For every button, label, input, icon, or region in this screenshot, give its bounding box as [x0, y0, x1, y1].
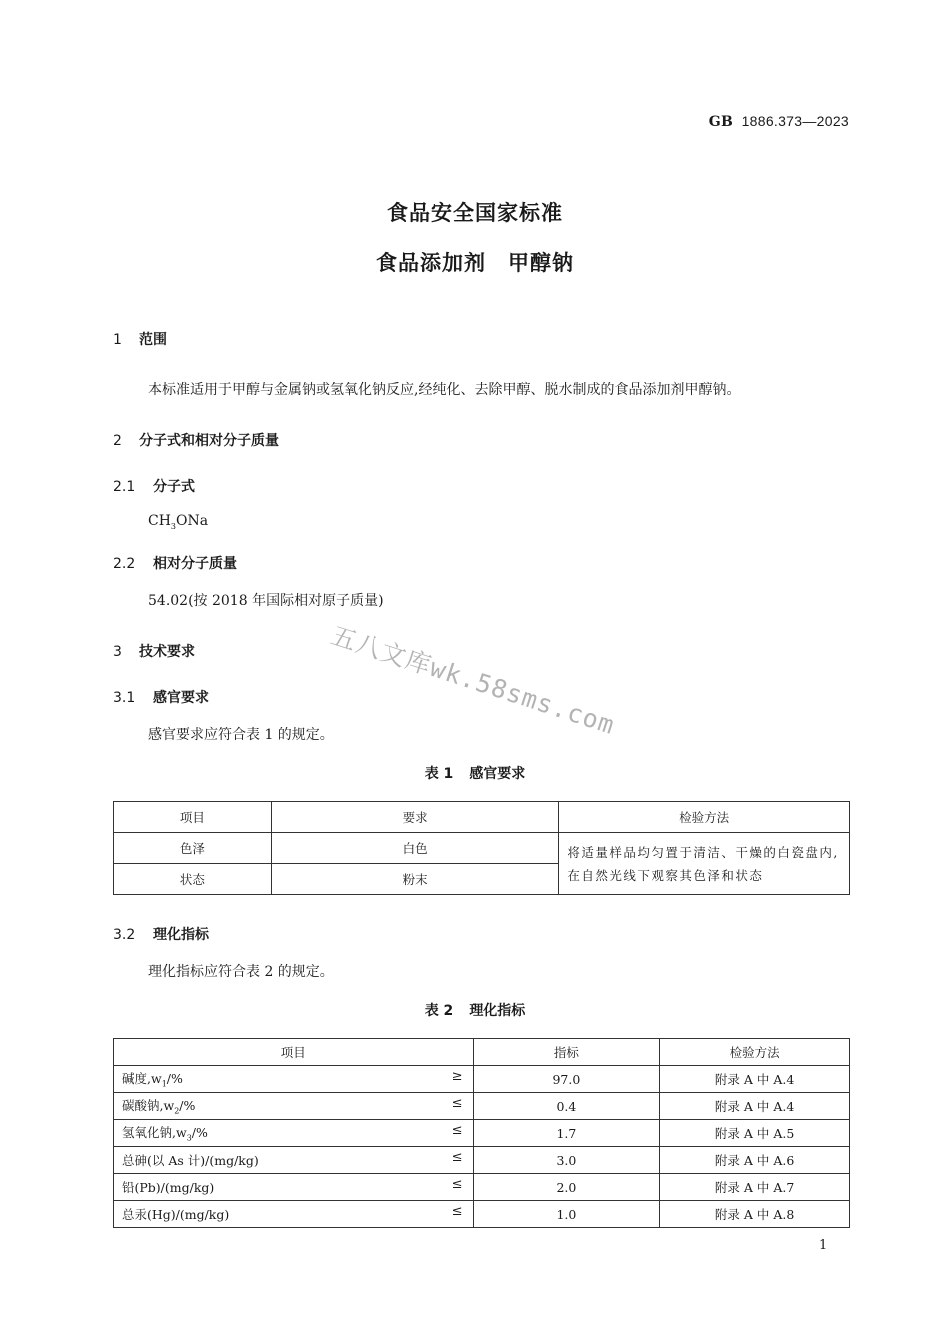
item-unit: /% [166, 1071, 183, 1087]
caption-number: 表 2 [424, 1003, 454, 1019]
section-1-text: 本标准适用于甲醇与金属钠或氢氧化钠反应,经纯化、去除甲醇、脱水制成的食品添加剂甲醇钠。 [148, 382, 741, 398]
table-row [114, 1147, 850, 1174]
section-title: 相对分子质量 [153, 556, 237, 572]
standard-prefix: GB [708, 114, 734, 130]
table-row [114, 833, 850, 864]
section-title: 分子式和相对分子质量 [139, 433, 279, 449]
sensory-requirements-table [113, 801, 850, 895]
document-subtitle: 食品添加剂 甲醇钠 [376, 251, 574, 275]
header-indicator: 指标 [473, 1039, 660, 1066]
item-unit: /% [179, 1098, 196, 1114]
row-item [114, 1066, 474, 1093]
section-title: 技术要求 [139, 644, 195, 660]
section-title: 理化指标 [153, 927, 209, 943]
section-title: 分子式 [153, 479, 195, 495]
item-text: 碱度,w [122, 1071, 162, 1087]
table-row [114, 1066, 850, 1093]
standard-number: 1886.373—2023 [741, 113, 849, 129]
table-header-row [114, 1039, 850, 1066]
section-number: 2.2 [113, 556, 136, 572]
section-title: 范围 [139, 332, 167, 348]
section-number: 2 [113, 433, 122, 449]
section-3-2-text: 理化指标应符合表 2 的规定。 [148, 964, 334, 980]
molecular-formula [148, 513, 208, 531]
row-value: 0.4 [473, 1093, 660, 1120]
section-2-heading [113, 430, 279, 450]
row-method: 附录 A 中 A.5 [660, 1120, 850, 1147]
section-number: 3.2 [113, 927, 136, 943]
row-item [114, 1147, 474, 1174]
row-value: 1.0 [473, 1201, 660, 1228]
section-number: 3 [113, 644, 122, 660]
comparison-symbol: ≤ [451, 1096, 463, 1111]
table-row [114, 1120, 850, 1147]
item-subscript: 2 [174, 1106, 180, 1116]
item-subscript: 1 [161, 1079, 167, 1089]
item-unit: /% [191, 1125, 208, 1141]
watermark: 五八文库wk.58sms.com [327, 620, 619, 740]
item-text: 总汞(Hg)/(mg/kg) [122, 1207, 230, 1222]
row-method: 附录 A 中 A.7 [660, 1174, 850, 1201]
row-item [114, 1174, 474, 1201]
comparison-symbol: ≤ [451, 1177, 463, 1192]
comparison-symbol: ≥ [451, 1069, 463, 1084]
row-requirement: 粉末 [271, 864, 559, 895]
section-2-1-heading [113, 476, 195, 496]
section-number: 3.1 [113, 690, 136, 706]
header-method: 检验方法 [660, 1039, 850, 1066]
row-method: 附录 A 中 A.4 [660, 1093, 850, 1120]
section-3-1-heading [113, 687, 209, 707]
item-text: 氢氧化钠,w [122, 1125, 187, 1141]
item-text: 碳酸钠,w [122, 1098, 175, 1114]
row-item [114, 1093, 474, 1120]
section-2-2-heading [113, 553, 237, 573]
formula-part: CH [148, 513, 171, 529]
row-item [114, 1201, 474, 1228]
row-value: 97.0 [473, 1066, 660, 1093]
caption-title: 理化指标 [469, 1003, 526, 1019]
row-value: 3.0 [473, 1147, 660, 1174]
section-1-heading [113, 329, 167, 349]
table-2-caption [0, 1000, 950, 1020]
row-item: 色泽 [114, 833, 272, 864]
section-title: 感官要求 [153, 690, 209, 706]
row-value: 2.0 [473, 1174, 660, 1201]
section-3-heading [113, 641, 195, 661]
formula-subscript: 3 [170, 521, 177, 531]
row-item [114, 1120, 474, 1147]
item-subscript: 3 [186, 1133, 192, 1143]
header-item: 项目 [114, 1039, 474, 1066]
item-text: 总砷(以 As 计)/(mg/kg) [122, 1153, 259, 1168]
row-value: 1.7 [473, 1120, 660, 1147]
caption-title: 感官要求 [469, 766, 526, 782]
section-3-1-text: 感官要求应符合表 1 的规定。 [148, 727, 334, 743]
caption-number: 表 1 [424, 766, 454, 782]
header-requirement: 要求 [271, 802, 559, 833]
table-row [114, 1201, 850, 1228]
table-1-caption [0, 763, 950, 783]
table-row [114, 1174, 850, 1201]
comparison-symbol: ≤ [451, 1150, 463, 1165]
table-row [114, 1093, 850, 1120]
standard-code [709, 113, 849, 130]
physicochemical-indicators-table [113, 1038, 850, 1228]
row-method: 附录 A 中 A.4 [660, 1066, 850, 1093]
header-item: 项目 [114, 802, 272, 833]
item-text: 铅(Pb)/(mg/kg) [122, 1180, 215, 1195]
row-method: 附录 A 中 A.6 [660, 1147, 850, 1174]
section-3-2-heading [113, 924, 209, 944]
section-number: 2.1 [113, 479, 136, 495]
formula-part: ONa [176, 513, 209, 529]
header-method: 检验方法 [559, 802, 850, 833]
table-header-row [114, 802, 850, 833]
comparison-symbol: ≤ [451, 1204, 463, 1219]
row-requirement: 白色 [271, 833, 559, 864]
row-item: 状态 [114, 864, 272, 895]
page-number: 1 [819, 1238, 828, 1253]
row-method: 附录 A 中 A.8 [660, 1201, 850, 1228]
comparison-symbol: ≤ [451, 1123, 463, 1138]
document-title: 食品安全国家标准 [387, 201, 563, 225]
molecular-mass-text: 54.02(按 2018 年国际相对原子质量) [148, 593, 384, 609]
section-number: 1 [113, 332, 122, 348]
row-method: 将适量样品均匀置于清洁、干燥的白瓷盘内,在自然光线下观察其色泽和状态 [559, 833, 850, 895]
